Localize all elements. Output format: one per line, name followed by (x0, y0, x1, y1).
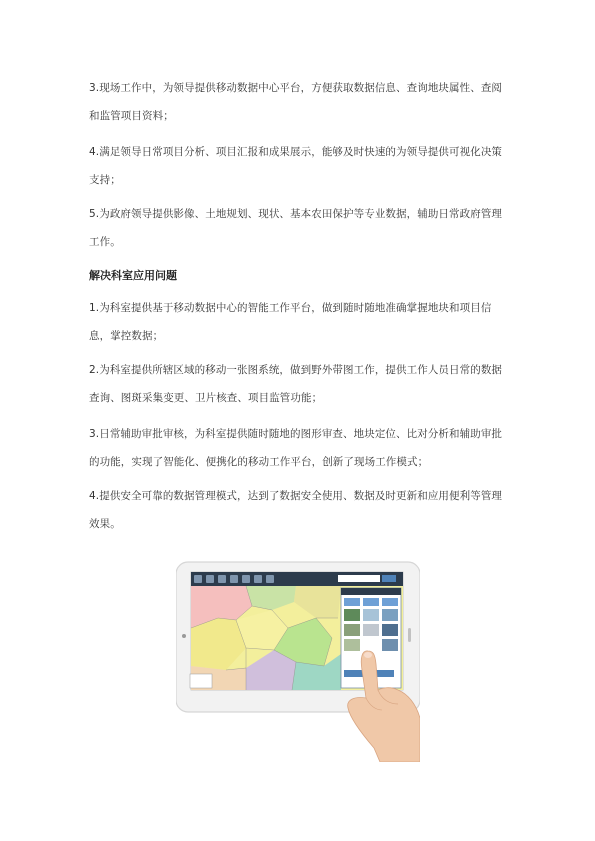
tablet-illustration (176, 558, 420, 762)
paragraph-item-1: 1.为科室提供基于移动数据中心的智能工作平台，做到随时随地准确掌握地块和项目信息，掌控数据； (89, 302, 492, 342)
paragraph-item-4b: 4.提供安全可靠的数据管理模式，达到了数据安全使用、数据及时更新和应用便利等管理效果。 (89, 490, 503, 530)
section-heading: 解决科室应用问题 (89, 269, 177, 282)
paragraph-item-2: 2.为科室提供所辖区域的移动一张图系统，做到野外带图工作，提供工作人员日常的数据查询、图斑采集变更、卫片核查、项目监管功能； (89, 364, 503, 404)
paragraph-item-5: 5.为政府领导提供影像、土地规划、现状、基本农田保护等专业数据，辅助日常政府管理工作。 (89, 208, 503, 248)
paragraph-item-4: 4.满足领导日常项目分析、项目汇报和成果展示，能够及时快速的为领导提供可视化决策支持； (89, 146, 503, 186)
paragraph-item-3b: 3.日常辅助审批审核，为科室提供随时随地的图形审查、地块定位、比对分析和辅助审批的功能，实现了智能化、便携化的移动工作平台，创新了现场工作模式； (89, 428, 503, 468)
paragraph-item-3: 3.现场工作中，为领导提供移动数据中心平台，方便获取数据信息、查询地块属性、查阅和监管项目资料； (89, 82, 503, 122)
